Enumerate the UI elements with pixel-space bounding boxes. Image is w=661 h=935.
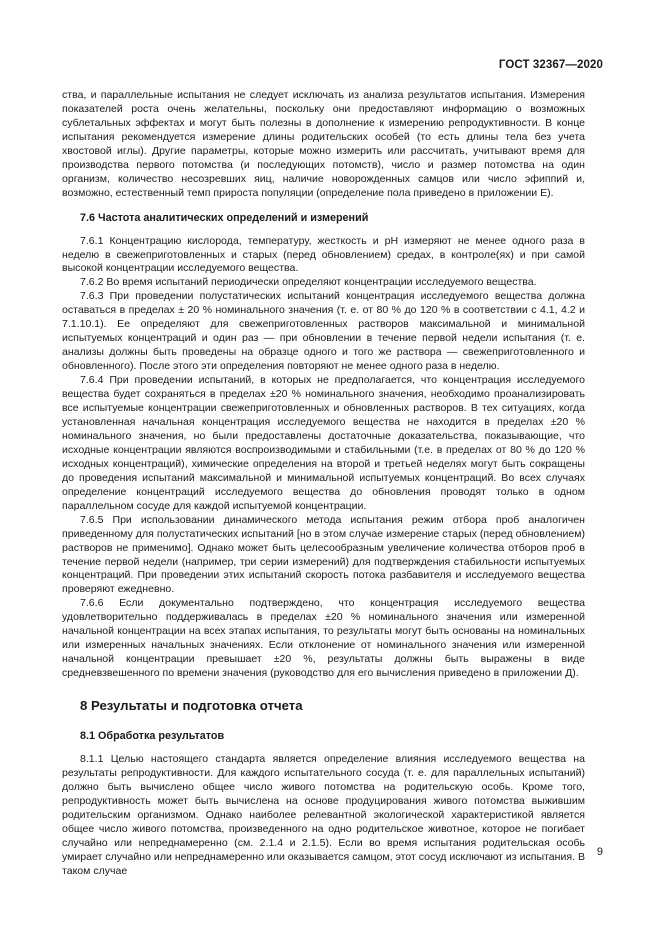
paragraph-7-6-4: 7.6.4 При проведении испытаний, в которых не предполагается, что концентрация исследуемого вещества будет сохраняться в пределах ±20 % номинального значения, необходимо проанализировать все испытуемые концентрации свежеприготовленных и обновленных растворов. В тех ситуациях, когда установленная начальная концентрация исследуемого вещества не находится в пределах ±20 % номинального значения, но были предоставлены достаточные доказательства, показывающие, что исходные концентрации являются воспроизводимыми и стабильными (т.е. в пределах от 80 % до 120 % исходных концентраций), химические определения на второй и третьей неделях могут быть сокращены до проведения испытаний максимальной и минимальной испытуемых концентраций. Во всех случаях определение концентраций исследуемого вещества до обновления проводят только в одном параллельном сосуде для каждой испытуемой концентрации.: [62, 374, 585, 512]
page-number: 9: [596, 846, 603, 858]
document-body: [62, 89, 585, 879]
paragraph-7-6-5: 7.6.5 При использовании динамического метода испытания режим отбора проб аналогичен приведенному для полустатических испытаний [но в этом случае измерение старых (перед обновлением) растворов не применимо]. Однако может быть целесообразным увеличение количества отборов проб в течение первой недели (например, три серии измерений) для подтверждения стабильности испытуемых концентраций. При проведении этих испытаний скорость потока разбавителя и исследуемого вещества проверяют ежедневно.: [62, 513, 585, 596]
paragraph-8-1-1: 8.1.1 Целью настоящего стандарта является определение влияния исследуемого вещества на результаты репродуктивности. Для каждого испытательного сосуда (т. е. для параллельных испытаний) должно быть вычислено общее число живого потомства на родительскую особь. Кроме того, репродуктивность может быть вычислена на основе продуцирования живого потомства выжившим родительским организмом. Однако наиболее релевантной экологической характеристикой является общее число живого потомства, произведенного на одно родительское животное, которое не погибает случайно или непреднамеренно (см. 2.1.4 и 2.1.5). Если во время испытания родительская особь умирает случайно или непреднамеренно или оказывается самцом, этот сосуд исключают из испытания. В таком случае: [62, 752, 585, 877]
paragraph-7-6-6: 7.6.6 Если документально подтверждено, что концентрация исследуемого вещества удовлетворительно поддерживалась в пределах ±20 % номинального значения или измеренной начальной концентрации на всех этапах испытания, то результаты могут быть основаны на номинальных или измеренных начальных значениях. Если отклонение от номинального значения или измеренной начальной концентрации превышает ±20 %, результаты должны быть выражены в виде средневзвешенного по времени значения (руководство для его вычисления приведено в приложении Д).: [62, 597, 585, 680]
paragraph-continuation: ства, и параллельные испытания не следует исключать из анализа результатов испытания. Измерения показателей роста очень желательны, поскольку они предоставляют информацию о возможных сублетальных эффектах и могут быть полезны в дополнение к измерению репродуктивности. В конце испытания рекомендуется измерение длины родительских особей (то есть длины тела без учета хвостовой иглы). Другие параметры, которые можно измерить или рассчитать, учитывают время для производства первого потомства (и последующих потомств), число и размер потомства на один организм, количество несозревших яиц, наличие новорожденных самцов или число эфиппий и, возможно, естественный темп прироста популяции (определение пола приведено в приложении Е).: [62, 89, 585, 199]
section-heading-8: 8 Результаты и подготовка отчета: [80, 698, 303, 714]
subsection-heading-8-1: 8.1 Обработка результатов: [80, 730, 225, 743]
paragraph-7-6-3: 7.6.3 При проведении полустатических испытаний концентрация исследуемого вещества должна оставаться в пределах ± 20 % номинального значения (т. е. от 80 % до 120 % в соответствии с 4.1, 4.2 и 7.1.10.1). Ее определяют для свежеприготовленных растворов максимальной и минимальной испытуемых концентраций и один раз — при обновлении в течение первой недели испытания (т. е. анализы должны быть проведены на образце одного и того же раствора — свежеприготовленного и обновленного). После этого эти определения повторяют не менее одного раза в неделю.: [62, 290, 585, 373]
paragraph-7-6-2: 7.6.2 Во время испытаний периодически определяют концентрации исследуемого вещества.: [80, 276, 537, 289]
paragraph-7-6-1: 7.6.1 Концентрацию кислорода, температуру, жесткость и pH измеряют не менее одного раза в неделю в свежеприготовленных и старых (перед обновлением) средах, в контроле(ях) и при самой высокой концентрации исследуемого вещества.: [62, 234, 585, 275]
subsection-heading-7-6: 7.6 Частота аналитических определений и измерений: [80, 211, 369, 224]
document-header: ГОСТ 32367—2020: [498, 59, 603, 71]
